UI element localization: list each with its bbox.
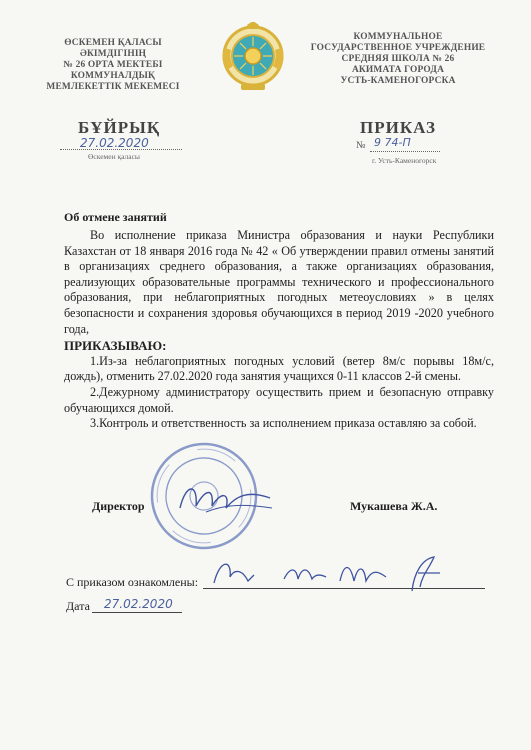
- document-subject: Об отмене занятий: [64, 210, 167, 224]
- order-number: 9 74-П: [374, 136, 411, 149]
- header-right: [300, 32, 496, 87]
- director-label: Директор: [92, 499, 145, 513]
- header-right-line: УСТЬ-КАМЕНОГОРСКА: [340, 76, 456, 86]
- document-intro: Во исполнение приказа Министра образования и науки Республики Казахстан от 18 января 2016 года № 42 « Об утверждении правил отмены занятий в организациях среднего образования, а также организациях образования, реализующих образовательные программы технического и профессионального образования, при неблагоприятных погодных метеоусловиях » в целях безопасности и сохранения здоровья обучающихся в период 2019 -2020 учебного года,: [64, 228, 494, 336]
- acquainted-label: С приказом ознакомлены:: [66, 575, 199, 589]
- document-body: [64, 228, 494, 432]
- date-label: Дата: [66, 599, 90, 613]
- order-word-ru: ПРИКАЗ: [360, 118, 436, 137]
- order-item: 3.Контроль и ответственность за исполнением приказа оставляю за собой.: [90, 416, 477, 431]
- date-line: [92, 611, 182, 613]
- date-value: 27.02.2020: [104, 597, 173, 611]
- order-item: 2.Дежурному администратору осуществить прием и безопасную отправку обучающихся домой.: [64, 384, 494, 415]
- header-left-line: МЕМЛЕКЕТТІК МЕКЕМЕСІ: [46, 82, 180, 92]
- header-left-line: ӨСКЕМЕН ҚАЛАСЫ: [64, 38, 162, 48]
- header-left: [38, 38, 188, 93]
- order-date: 27.02.2020: [80, 136, 149, 150]
- order-number-prefix: №: [356, 140, 366, 151]
- order-city-ru: г. Усть-Каменогорск: [372, 156, 437, 165]
- order-item: 1.Из-за неблагоприятных погодных условий (ветер 8м/с порывы 18м/с, дождь), отменить 27.02.2020 года занятия учащихся 0-11 классов 2-й смены.: [64, 353, 494, 384]
- header-right-line: СРЕДНЯЯ ШКОЛА № 26: [341, 54, 455, 64]
- order-city-kz: Өскемен қаласы: [88, 152, 140, 161]
- director-name: Мукашева Ж.А.: [350, 499, 438, 513]
- header-left-line: № 26 ОРТА МЕКТЕБІ: [63, 60, 163, 70]
- header-right-line: АКИМАТА ГОРОДА: [351, 65, 445, 75]
- acquainted-signatures-icon: [208, 553, 448, 597]
- header-right-line: ГОСУДАРСТВЕННОЕ УЧРЕЖДЕНИЕ: [310, 43, 486, 53]
- header-left-line: ӘКІМДІГІНІҢ: [79, 49, 147, 59]
- order-number-line: [370, 150, 440, 152]
- header-left-line: КОММУНАЛДЫҚ: [70, 71, 156, 81]
- order-word-kz: БҰЙРЫҚ: [78, 118, 161, 137]
- header-right-line: КОММУНАЛЬНОЕ: [353, 32, 443, 42]
- order-heading: ПРИКАЗЫВАЮ:: [64, 338, 167, 354]
- director-signature-icon: [176, 478, 276, 518]
- state-emblem-icon: [221, 22, 285, 94]
